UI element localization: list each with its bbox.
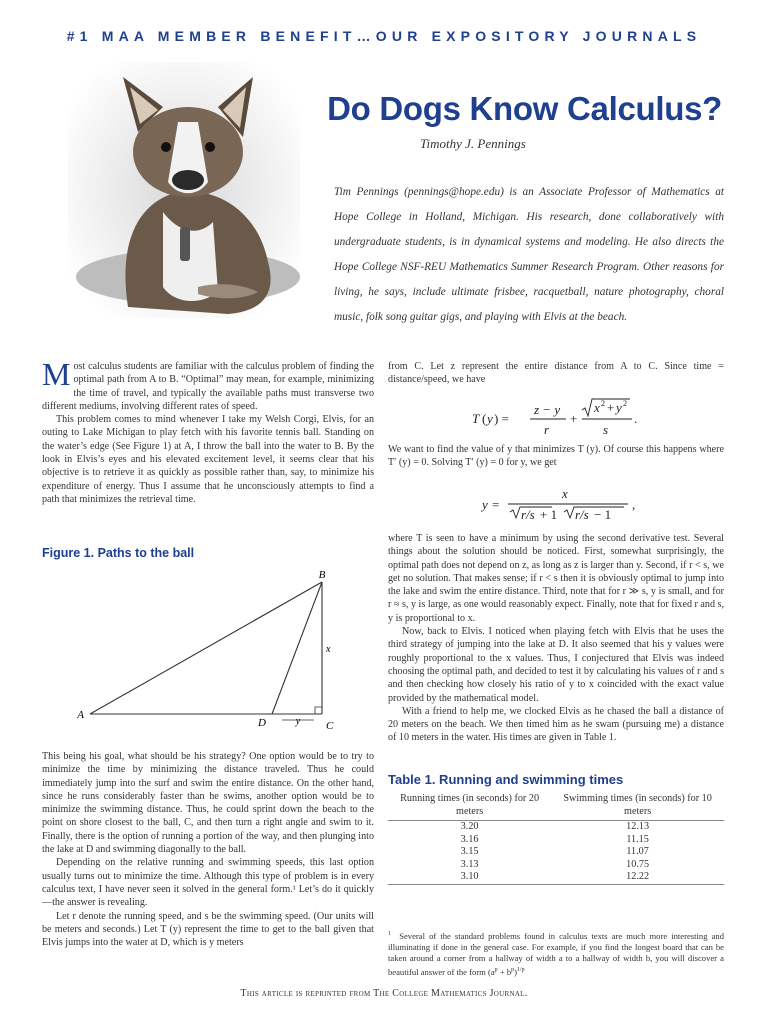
footnote-marker: 1	[388, 931, 391, 937]
footer-text: This article is reprinted from The College Mathematics Journal.	[240, 988, 528, 999]
table-title: Table 1. Running and swimming times	[388, 772, 624, 787]
footnote	[388, 929, 724, 978]
running-time: 3.16	[460, 833, 479, 845]
author-bio: Tim Pennings (pennings@hope.edu) is an Associate Professor of Mathematics at Hope College in Holland, Michigan. His research, done collaboratively with undergraduate students, is in dynamical systems and modeling. He also directs the Hope College NSF-REU Mathematics Summer Research Program. Other reasons for living, he says, include ultimate frisbee, racquetball, nature photography, choral music, folk song guitar gigs, and playing with Elvis at the beach.	[334, 186, 724, 323]
path-a-to-b	[90, 582, 322, 714]
table-header-swimming: Swimming times (in seconds) for 10 meters	[551, 792, 724, 821]
paragraph-general-form: Depending on the relative running and swimming speeds, this last option usually turns out to minimize the time. Although this type of problem is in every calculus text, I have never seen it solved in the general form.¹ Let’s do it quickly—the answer is revealing.	[42, 857, 374, 909]
swimming-time: 12.22	[551, 871, 724, 884]
svg-text:r/s: r/s	[521, 507, 535, 522]
right-angle-mark	[315, 707, 322, 714]
svg-text:r/s: r/s	[575, 507, 589, 522]
table-header-running: Running times (in seconds) for 20 meters	[388, 792, 551, 821]
figure-title: Figure 1. Paths to the ball	[42, 546, 195, 560]
table-row	[388, 859, 724, 872]
footnote-text: Several of the standard problems found in calculus texts are much more interesting and illuminating if done in the general case. For example, if you find the longest board that can be taken around a corner from a hallway of width a to a hallway of width b, you will discover a beautiful answer of the form (a	[388, 930, 725, 977]
footnote-exp: p	[511, 966, 515, 973]
label-c: C	[326, 720, 334, 732]
table-row	[388, 821, 724, 834]
footnote-exp: p	[494, 966, 498, 973]
article-title: Do Dogs Know Calculus?	[327, 90, 722, 127]
intro-text: ost calculus students are familiar with the calculus problem of finding the optimal path from A to B. “Optimal” may mean, for example, minimizing the time of travel, and typically the available paths must transverse two different mediums, involving different rates of speed.	[42, 361, 374, 412]
svg-text:z − y: z − y	[534, 402, 561, 417]
paragraph-observations: where T is seen to have a minimum by using the second derivative test. Several things about the solution should be noticed. First, somewhat surprisingly, the optimal path does not depend on z, as long as z is larger than y. Second, if r < s, we get no solution. That makes sense; if r < s then it is obviously optimal to jump into the lake and swim the entire distance. Third, note that for r ≫ s, y is small, and for r ≈ s, y is large, as one would reasonably expect. Finally, note that for fixed r and s, y is proportional to x.	[388, 533, 724, 624]
right-column-middle	[388, 443, 724, 470]
footnote-end: )	[514, 966, 517, 977]
swimming-time: 11.07	[626, 846, 649, 858]
reprint-footer	[0, 988, 768, 999]
swimming-time: 10.75	[626, 858, 650, 870]
label-d: D	[258, 717, 266, 729]
svg-text:y: y	[482, 497, 488, 512]
label-x: x	[326, 644, 331, 655]
paragraph-strategy: This being his goal, what should be his strategy? One option would be to try to minimize the time by minimizing the distance traveled. Thus he could immediately jump into the surf and swim the entire distance. On the other hand, since he runs considerably faster than he swims, another option would be to minimize the swimming distance. Thus, he could sprint down the beach to the point on shore closest to the ball, C, and then turn a right angle and swim to it. Finally, there is the option of running a portion of the way, and then plunging into the lake at D and swimming diagonally to the ball.	[42, 751, 374, 856]
paragraph-elvis: This problem comes to mind whenever I take my Welsh Corgi, Elvis, for an outing to Lake Michigan to play fetch with his favorite tennis ball. Standing on the water’s edge (See Figure 1) at A, I throw the ball into the water to B. By the look in Elvis’s eyes and his elevated excitement level, it seems clear that his objective is to retrieve it as quickly as possible rather than, say, to minimize his expenditure of energy. Thus I assume that he unconsciously attempts to find a path that minimizes the retrieval time.	[42, 414, 374, 505]
svg-text:,: ,	[632, 497, 636, 512]
running-time: 3.13	[460, 858, 479, 870]
svg-text:+: +	[570, 411, 578, 426]
label-a: A	[77, 709, 84, 721]
intro-paragraph	[42, 356, 374, 413]
left-column-bottom	[42, 750, 374, 949]
paths-diagram	[60, 566, 360, 736]
right-column-body	[388, 532, 724, 745]
svg-text:(: (	[482, 411, 487, 426]
svg-text:.: .	[634, 411, 638, 426]
running-time: 3.15	[460, 846, 479, 858]
swimming-time: 12.13	[626, 821, 650, 832]
svg-text:=: =	[492, 497, 500, 512]
svg-text:x: x	[562, 486, 568, 501]
footnote-mid: + b	[497, 966, 512, 977]
svg-text:− 1: − 1	[594, 507, 612, 522]
swimming-time: 11.15	[626, 833, 649, 845]
label-y: y	[295, 716, 301, 727]
svg-text:x: x	[594, 400, 600, 415]
svg-text:y: y	[616, 400, 622, 415]
svg-text:r: r	[544, 422, 550, 437]
paragraph-distance: from C. Let z represent the entire distance from A to C. Since time = distance/speed, we have	[388, 361, 724, 386]
svg-text:2: 2	[601, 399, 605, 408]
table-row	[388, 846, 724, 859]
svg-text:y: y	[487, 411, 493, 426]
table-row	[388, 871, 724, 884]
running-time: 3.10	[388, 871, 551, 884]
svg-text:2: 2	[623, 399, 627, 408]
svg-text:s: s	[603, 422, 609, 437]
right-column-intro	[388, 360, 724, 387]
running-time: 3.20	[460, 821, 479, 832]
label-b: B	[318, 569, 326, 581]
article-author: Timothy J. Pennings	[420, 136, 526, 151]
solution-equation	[480, 484, 650, 524]
left-column-top	[42, 356, 374, 506]
footnote-exp: 1/p	[517, 966, 525, 973]
paragraph-clocked: With a friend to help me, we clocked Elvis as he chased the ball a distance of 20 meters on the beach. We then timed him as he swam (pursuing me) a distance of 10 meters in the water. His times are given in Table 1.	[388, 705, 724, 744]
paragraph-minimize: We want to find the value of y that minimizes T (y). Of course this happens where T′ (y) = 0. Solving T′ (y) = 0 for y, we get	[388, 444, 724, 469]
table-row	[388, 834, 724, 847]
time-equation	[470, 398, 640, 438]
times-table	[388, 792, 724, 885]
svg-text:) =: ) =	[494, 411, 509, 426]
drop-cap: M	[42, 356, 71, 392]
paragraph-back-to-elvis: Now, back to Elvis. I noticed when playing fetch with Elvis that he uses the third strategy of jumping into the lake at D. It also seemed that his y values were roughly proportional to the x values. Thus, I conjectured that Elvis was indeed choosing the optimal path, and decided to test it by calculating his values of r and s and then checking how closely his ratio of y to x coincided with the exact value provided by the mathematical model.	[388, 626, 724, 704]
paragraph-speeds: Let r denote the running speed, and s be the swimming speed. (Our units will be meters and seconds.) Let T (y) represent the time to get to the ball given that Elvis jumps into the water at D, which is y meters	[42, 910, 374, 949]
path-d-to-b	[272, 582, 322, 714]
svg-text:T: T	[472, 411, 480, 426]
journal-banner: #1 MAA MEMBER BENEFIT…OUR EXPOSITORY JOURNALS	[66, 28, 702, 44]
svg-text:+ 1: + 1	[540, 507, 558, 522]
svg-text:+: +	[607, 400, 615, 415]
